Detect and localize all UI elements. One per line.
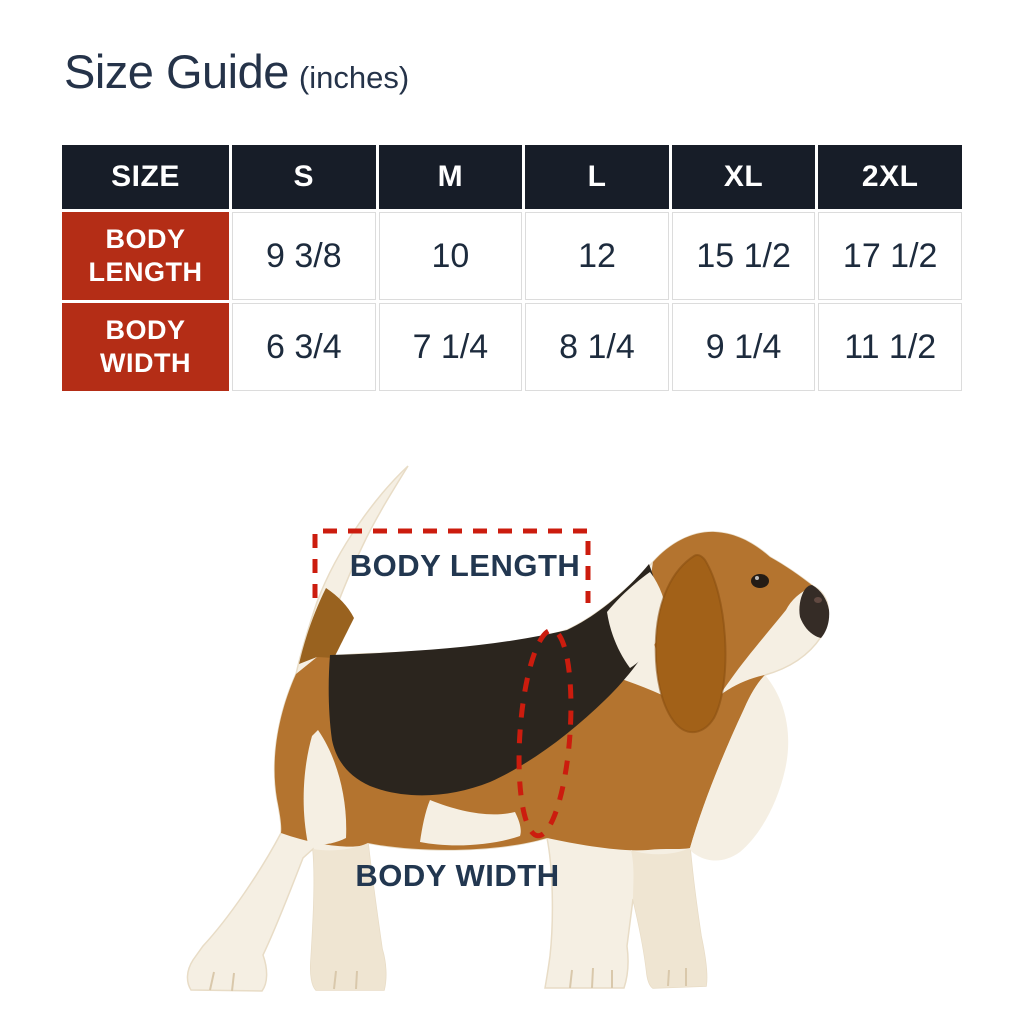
value-cell: 12 bbox=[525, 212, 669, 300]
column-header-l: L bbox=[525, 145, 669, 209]
value-cell: 15 1/2 bbox=[672, 212, 816, 300]
column-header-xl: XL bbox=[672, 145, 816, 209]
dog-far-front-leg bbox=[631, 848, 707, 988]
value-cell: 17 1/2 bbox=[818, 212, 962, 300]
dog-nose-highlight bbox=[814, 597, 822, 603]
column-header-size: SIZE bbox=[62, 145, 229, 209]
value-cell: 9 3/8 bbox=[232, 212, 376, 300]
body-width-label: BODY WIDTH bbox=[355, 858, 560, 893]
column-header-m: M bbox=[379, 145, 523, 209]
row-label-line2: LENGTH bbox=[88, 257, 203, 287]
title-unit: (inches) bbox=[298, 60, 410, 95]
dog-tail-patch bbox=[299, 588, 354, 664]
column-header-s: S bbox=[232, 145, 376, 209]
dog-eye bbox=[751, 574, 769, 588]
value-cell: 7 1/4 bbox=[379, 303, 523, 391]
value-cell: 10 bbox=[379, 212, 523, 300]
value-cell: 11 1/2 bbox=[818, 303, 962, 391]
body-length-label: BODY LENGTH bbox=[349, 548, 581, 583]
value-cell: 9 1/4 bbox=[672, 303, 816, 391]
value-cell: 6 3/4 bbox=[232, 303, 376, 391]
value-cell: 8 1/4 bbox=[525, 303, 669, 391]
dog-eye-highlight bbox=[755, 576, 759, 580]
title-text: Size Guide bbox=[64, 45, 289, 98]
row-label-line1: BODY bbox=[105, 224, 186, 255]
column-header-2xl: 2XL bbox=[818, 145, 962, 209]
row-label-line1: BODY bbox=[105, 315, 186, 346]
row-label-line2: WIDTH bbox=[100, 348, 191, 378]
